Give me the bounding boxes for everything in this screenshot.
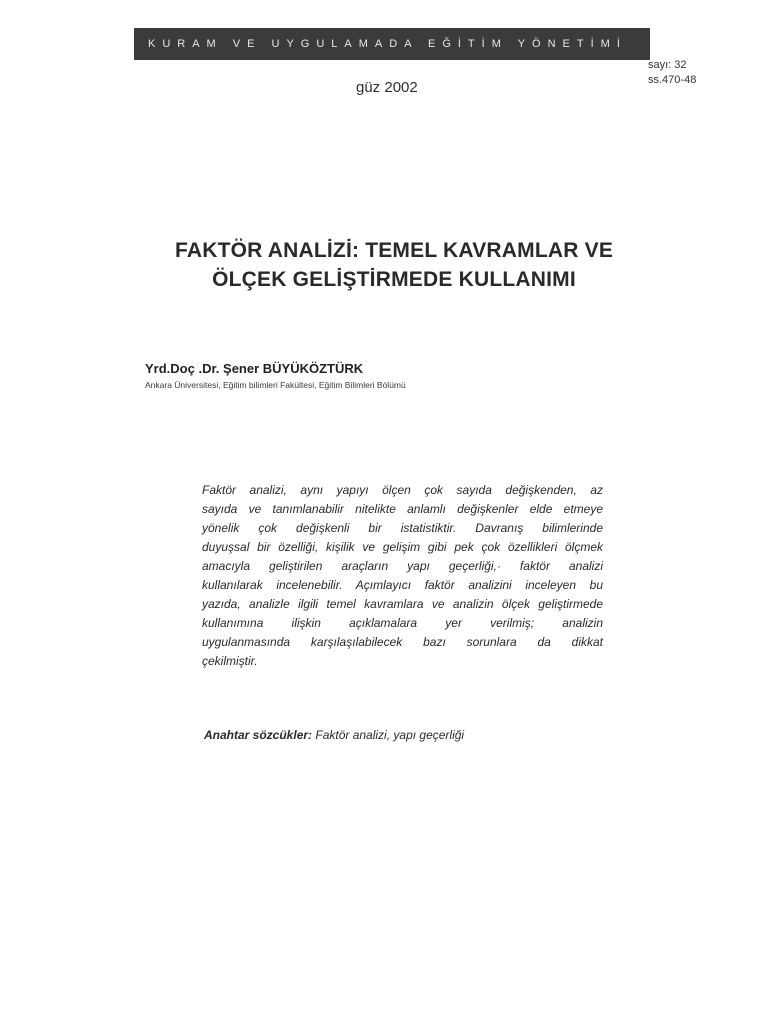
page-range: ss.470-48 xyxy=(648,74,697,86)
abstract-line: uygulanmasında karşılaşılabilecek bazı sorunlara da dikkat xyxy=(202,635,603,649)
journal-header-bar xyxy=(134,28,650,60)
abstract-line: duyuşsal bir özelliği, kişilik ve gelişim gibi pek çok özellikleri ölçmek xyxy=(202,540,603,554)
issue-season: güz 2002 xyxy=(356,79,418,96)
abstract-line: yönelik çok değişkenli bir istatistiktir. Davranış bilimlerinde xyxy=(202,521,603,535)
journal-name: KURAM VE UYGULAMADA EĞİTİM YÖNETİMİ xyxy=(148,38,627,50)
abstract-line: Faktör analizi, aynı yapıyı ölçen çok sayıda değişkenden, az xyxy=(202,483,603,497)
keywords-label: Anahtar sözcükler: xyxy=(204,728,313,742)
issue-number: sayı: 32 xyxy=(648,59,687,71)
abstract-line: kullanılarak incelenebilir. Açımlayıcı faktör analizini inceleyen bu xyxy=(202,578,603,592)
abstract xyxy=(202,481,603,671)
title-line-1: FAKTÖR ANALİZİ: TEMEL KAVRAMLAR VE xyxy=(174,239,614,262)
keywords-list: Faktör analizi, yapı geçerliği xyxy=(312,728,465,742)
article-title xyxy=(120,236,668,294)
author-affiliation: Ankara Üniversitesi, Eğitim bilimleri Fakültesi, Eğitim Bilimleri Bölümü xyxy=(145,380,406,390)
issue-info xyxy=(648,58,768,88)
abstract-line: kullanımına ilişkin açıklamalara yer verilmiş; analizin xyxy=(202,616,603,630)
abstract-line: amacıyla geliştirilen araçların yapı geçerliği,· faktör analizi xyxy=(202,559,603,573)
title-line-2: ÖLÇEK GELİŞTİRMEDE KULLANIMI xyxy=(212,268,576,291)
abstract-line: çekilmiştir. xyxy=(202,654,258,668)
abstract-line: yazıda, analizle ilgili temel kavramlara ve analizin ölçek geliştirmede xyxy=(202,597,603,611)
abstract-line: sayıda ve tanımlanabilir nitelikte anlamlı değişkenler elde etmeye xyxy=(202,502,603,516)
keywords xyxy=(204,728,464,742)
author-name: Yrd.Doç .Dr. Şener BÜYÜKÖZTÜRK xyxy=(145,361,364,376)
